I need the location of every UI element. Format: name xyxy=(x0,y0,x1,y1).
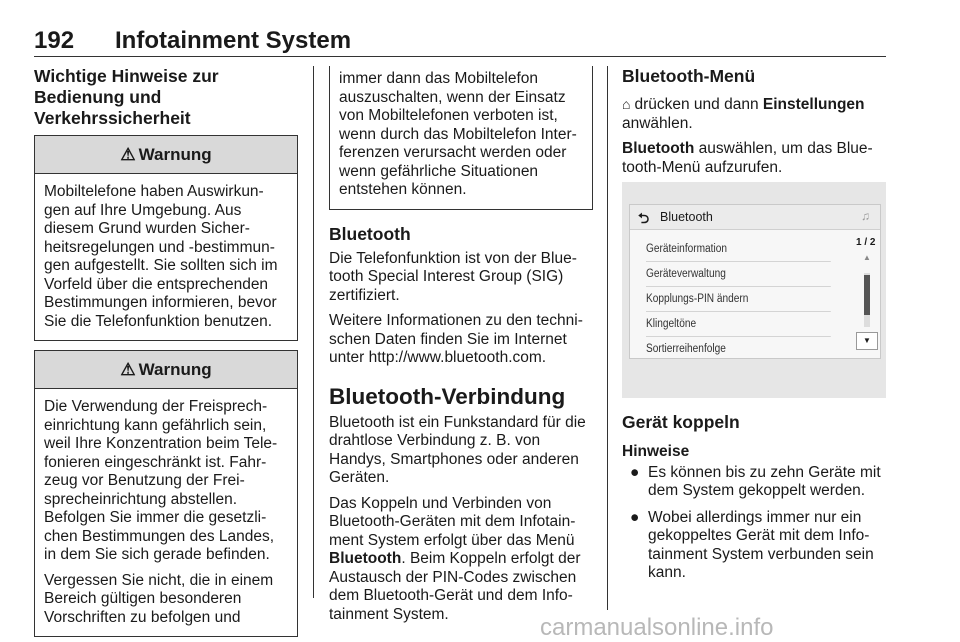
home-icon: ⌂ xyxy=(622,96,631,112)
menu-term: Einstellungen xyxy=(762,96,865,113)
warning-body xyxy=(35,389,297,636)
list-item-text: Wobei allerdings immer nur ein gekoppeltes Gerät mit dem Info-tainment System verbunden sein kann. xyxy=(648,508,874,581)
screen-title: Bluetooth xyxy=(660,210,713,224)
paragraph xyxy=(622,95,886,133)
scroll-down-button[interactable]: ▼ xyxy=(856,332,878,350)
warning-label: Warnung xyxy=(138,359,212,379)
paragraph-text: auswählen, um das Blue-tooth-Menü aufzurufen. xyxy=(622,140,873,176)
paragraph-text: drücken und dann xyxy=(634,96,759,113)
column-1 xyxy=(34,66,298,637)
menu-term: Bluetooth xyxy=(329,550,402,567)
music-note-icon: ♫ xyxy=(861,209,870,223)
menu-item[interactable]: Kopplungs-PIN ändern xyxy=(646,287,831,312)
warning-triangle-icon: ⚠ xyxy=(120,144,136,164)
screen-frame xyxy=(629,204,881,359)
warning-header xyxy=(35,351,297,389)
page-number: 192 xyxy=(34,27,75,54)
column-divider xyxy=(607,66,608,610)
paragraph-text: Das Koppeln und Verbinden von Bluetooth-Geräten mit dem Infotain-ment System erfolgt über das Menü xyxy=(329,494,576,549)
menu-item[interactable]: Geräteinformation xyxy=(646,237,831,262)
warning-box xyxy=(34,135,298,341)
hint-label: Hinweise xyxy=(622,443,690,460)
subsection-title: Bluetooth-Menü xyxy=(622,66,756,86)
scrollbar-thumb[interactable] xyxy=(864,275,870,315)
column-divider xyxy=(313,66,314,598)
paragraph-text: anwählen. xyxy=(622,114,693,132)
subsection-title: Gerät koppeln xyxy=(622,412,740,432)
warning-triangle-icon: ⚠ xyxy=(120,359,136,379)
warning-text: Die Verwendung der Freisprech-einrichtung kann gefährlich sein, weil Ihre Konzentration beim Tele-fonieren eingeschränkt ist. Fahr-zeug vor Benutzung der Frei-sprecheinrichtung abstellen. Befolgen Sie immer die gesetzli-chen Bestimmungen des Landes, in dem Sie sich gerade befinden. xyxy=(44,398,278,563)
paragraph: Bluetooth ist ein Funkstandard für die drahtlose Verbindung z. B. von Handys, Smartphones oder anderen Geräten. xyxy=(329,413,586,486)
paragraph xyxy=(622,140,886,177)
warning-text: Mobiltelefone haben Auswirkun-gen auf Ihre Umgebung. Aus diesem Grund wurden Sicher-heitsregelungen und -bestimmun-gen aufgestellt. Sie sollten sich im Vorfeld über die entsprechenden Bestimmungen informieren, bevor Sie die Telefonfunktion benutzen. xyxy=(44,183,278,330)
column-3-lower xyxy=(622,412,886,591)
warning-header xyxy=(35,136,297,174)
hint-list xyxy=(622,464,886,583)
paragraph xyxy=(329,495,593,625)
menu-item[interactable]: Klingeltöne xyxy=(646,312,831,337)
page-header-title: Infotainment System xyxy=(115,27,352,54)
column-3 xyxy=(622,66,886,184)
watermark: carmanualsonline.info xyxy=(540,614,774,641)
infotainment-screenshot xyxy=(622,182,886,398)
list-item-text: Es können bis zu zehn Geräte mit dem System gekoppelt werden. xyxy=(648,463,881,499)
list-item xyxy=(622,464,886,501)
list-item xyxy=(622,509,886,583)
warning-box xyxy=(34,350,298,637)
subsection-title: Bluetooth xyxy=(329,223,411,244)
header-rule xyxy=(34,56,886,57)
warning-label: Warnung xyxy=(138,144,212,164)
menu-item[interactable]: Geräteverwaltung xyxy=(646,262,831,287)
warning-continuation: immer dann das Mobiltelefon auszuschalten, wenn der Einsatz von Mobiltelefonen verboten ist, wenn durch das Mobiltelefon Inter-ferenzen verursacht werden oder wenn gefährliche Situationen entstehen können. xyxy=(329,66,593,210)
page-indicator: 1 / 2 xyxy=(856,237,876,248)
column-2 xyxy=(329,66,593,631)
screen-title-bar xyxy=(630,205,880,230)
paragraph-text: . Beim Koppeln erfolgt der Austausch der PIN-Codes zwischen dem Bluetooth-Gerät und dem Info-tainment System. xyxy=(329,550,581,623)
warning-text: Vergessen Sie nicht, die in einem Bereich gültigen besonderen Vorschriften zu befolgen und xyxy=(44,571,274,626)
menu-item[interactable]: Sortierreihenfolge xyxy=(646,343,726,355)
section-title: Wichtige Hinweise zur Bedienung und Verkehrssicherheit xyxy=(34,66,219,128)
paragraph: Weitere Informationen zu den techni-schen Daten finden Sie im Internet unter http://www.bluetooth.com. xyxy=(329,312,583,366)
warning-body xyxy=(35,174,297,340)
back-arrow-icon[interactable]: ⮌ xyxy=(638,210,650,226)
menu-term: Bluetooth xyxy=(622,140,695,157)
paragraph: Die Telefonfunktion ist von der Blue-tooth Special Interest Group (SIG) zertifiziert. xyxy=(329,249,577,304)
bullet-icon: ● xyxy=(630,463,640,481)
section-heading: Bluetooth-Verbindung xyxy=(329,383,566,409)
scroll-up-icon[interactable]: ▲ xyxy=(863,253,871,262)
bullet-icon: ● xyxy=(630,508,640,526)
